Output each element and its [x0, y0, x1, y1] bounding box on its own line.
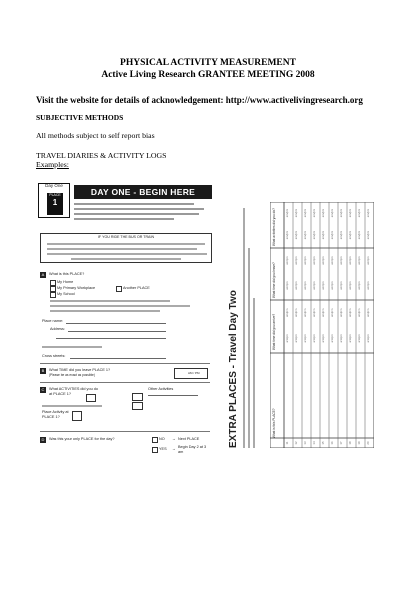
- question-b-note: (Please be as exact as possible): [49, 373, 95, 377]
- example-day-one-form: [36, 181, 214, 459]
- grid-cell-ampm[interactable]: am/pm: [303, 333, 307, 343]
- grid-cell-ampm[interactable]: am/pm: [294, 256, 298, 265]
- section-divider: [40, 363, 210, 364]
- grid-cell-ampm[interactable]: am/pm: [285, 256, 289, 265]
- grid-cell-ampm[interactable]: am/pm: [294, 281, 298, 290]
- section-divider: [40, 431, 210, 432]
- address-field-2[interactable]: [56, 338, 166, 339]
- grid-row-number: 18: [348, 441, 352, 445]
- grid-cell-ampm[interactable]: am/pm: [330, 281, 334, 290]
- grid-cell-ampm[interactable]: am/pm: [294, 208, 298, 218]
- bias-note: All methods subject to self report bias: [36, 131, 155, 140]
- grid-cell-ampm[interactable]: am/pm: [357, 230, 361, 240]
- place-name-field[interactable]: [66, 323, 166, 324]
- grid-cell-ampm[interactable]: am/pm: [312, 333, 316, 343]
- grid-cell-ampm[interactable]: am/pm: [366, 308, 370, 318]
- grid-column-header: What time did you leave?: [272, 262, 276, 298]
- activity-code-box[interactable]: [86, 394, 96, 402]
- grid-cell-ampm[interactable]: am/pm: [366, 230, 370, 240]
- arrow-icon: →: [172, 437, 176, 441]
- instruction-line: [42, 346, 102, 348]
- answer-no-label: NO: [159, 437, 165, 441]
- grid-cell-ampm[interactable]: am/pm: [366, 208, 370, 218]
- question-c-marker: C: [41, 387, 45, 392]
- bus-train-note-box: [40, 233, 212, 263]
- answer-yes-action: Begin Day 2 at 3 am: [178, 445, 207, 454]
- option-checkbox[interactable]: [116, 286, 122, 292]
- place-name-label: Place name:: [42, 319, 64, 323]
- rotated-page: [226, 200, 376, 450]
- grid-row-number: 13: [303, 441, 307, 445]
- note-line: [47, 243, 205, 245]
- day-two-title: EXTRA PLACES - Travel Day Two: [228, 290, 239, 448]
- instruction-line: [74, 203, 194, 205]
- place-badge-number: 1: [52, 198, 58, 207]
- address-field[interactable]: [68, 331, 166, 332]
- option-label: My Primary Workplace: [57, 286, 96, 290]
- bus-train-title: IF YOU RIDE THE BUS OR TRAIN: [97, 235, 155, 239]
- note-line: [71, 258, 181, 260]
- travel-diaries-title: TRAVEL DIARIES & ACTIVITY LOGS: [36, 151, 167, 160]
- instruction-line: [248, 248, 250, 448]
- visit-website-line: Visit the website for details of acknowledgement: http://www.activelivingresearch.org: [36, 95, 363, 105]
- grid-cell-ampm[interactable]: am/pm: [339, 308, 343, 318]
- grid-column-header: What activities did you do?: [272, 208, 276, 246]
- option-label: My Home: [57, 280, 74, 284]
- option-label: My School: [57, 292, 75, 296]
- section-title: SUBJECTIVE METHODS: [36, 113, 124, 122]
- question-a-marker: A: [41, 272, 45, 277]
- instruction-line: [243, 208, 245, 448]
- grid-cell-ampm[interactable]: am/pm: [348, 230, 352, 240]
- grid-cell-ampm[interactable]: am/pm: [339, 230, 343, 240]
- grid-cell-ampm[interactable]: am/pm: [321, 208, 325, 218]
- grid-cell-ampm[interactable]: am/pm: [357, 281, 361, 290]
- grid-row-number: 11: [285, 441, 289, 445]
- grid-cell-ampm[interactable]: am/pm: [321, 281, 325, 290]
- grid-cell-ampm[interactable]: am/pm: [303, 308, 307, 318]
- grid-cell-ampm[interactable]: am/pm: [366, 281, 370, 290]
- grid-cell-ampm[interactable]: am/pm: [348, 281, 352, 290]
- grid-cell-ampm[interactable]: am/pm: [321, 333, 325, 343]
- grid-row-number: 14: [312, 441, 316, 445]
- grid-cell-ampm[interactable]: am/pm: [303, 256, 307, 265]
- instruction-line: [74, 208, 204, 210]
- arrow-icon: →: [172, 447, 176, 451]
- grid-row-number: 19: [357, 441, 361, 445]
- grid-cell-ampm[interactable]: am/pm: [366, 256, 370, 265]
- question-d-text: Was this your only PLACE for the day?: [49, 437, 115, 441]
- grid-cell-ampm[interactable]: am/pm: [348, 256, 352, 265]
- day-one-banner: DAY ONE - BEGIN HERE: [74, 185, 212, 199]
- example-day-two-form: [226, 200, 376, 450]
- grid-column-header: What is this PLACE?: [272, 408, 276, 438]
- grid-cell-ampm[interactable]: am/pm: [339, 281, 343, 290]
- question-c-list-label: Place Activity at PLACE 1?: [42, 410, 69, 419]
- grid-row-number: 17: [339, 441, 343, 445]
- grid-cell-ampm[interactable]: am/pm: [321, 308, 325, 318]
- grid-row-number: 15: [321, 441, 325, 445]
- grid-cell-ampm[interactable]: am/pm: [285, 230, 289, 240]
- header-title: PHYSICAL ACTIVITY MEASUREMENT: [120, 58, 296, 68]
- header-subtitle: Active Living Research GRANTEE MEETING 2008: [101, 70, 315, 80]
- note-line: [47, 248, 197, 250]
- day-one-marker: [38, 183, 70, 218]
- grid-cell-ampm[interactable]: am/pm: [330, 308, 334, 318]
- day-label: Day One: [45, 183, 63, 188]
- option-label: Another PLACE: [123, 286, 150, 290]
- grid-cell-ampm[interactable]: am/pm: [303, 281, 307, 290]
- grid-cell-ampm[interactable]: am/pm: [330, 230, 334, 240]
- grid-row-number: 12: [294, 441, 298, 445]
- grid-cell-ampm[interactable]: am/pm: [321, 230, 325, 240]
- answer-no-checkbox[interactable]: [152, 437, 158, 443]
- grid-cell-ampm[interactable]: am/pm: [303, 230, 307, 240]
- activity-code-box[interactable]: [72, 411, 82, 421]
- question-a-text: What is this PLACE?: [49, 272, 85, 276]
- answer-no-action: Next PLACE: [178, 437, 200, 441]
- section-divider: [40, 382, 210, 383]
- address-label: Address:: [50, 327, 65, 331]
- grid-cell-ampm[interactable]: am/pm: [330, 208, 334, 218]
- option-checkbox[interactable]: [50, 292, 56, 298]
- question-c-text: What ACTIVITIES did you do at PLACE 1?: [49, 387, 98, 396]
- grid-cell-ampm[interactable]: am/pm: [330, 333, 334, 343]
- grid-cell-ampm[interactable]: am/pm: [285, 208, 289, 218]
- instruction-line: [253, 298, 255, 448]
- grid-cell-ampm[interactable]: am/pm: [312, 281, 316, 290]
- grid-cell-ampm[interactable]: am/pm: [339, 256, 343, 265]
- note-line: [47, 253, 207, 255]
- grid-row-number: 20: [366, 441, 370, 445]
- grid-cell-ampm[interactable]: am/pm: [285, 308, 289, 318]
- answer-yes-checkbox[interactable]: [152, 447, 158, 453]
- grid-cell-ampm[interactable]: am/pm: [366, 333, 370, 343]
- instruction-line: [74, 213, 199, 215]
- grid-cell-ampm[interactable]: am/pm: [330, 256, 334, 265]
- activity-code-box[interactable]: [132, 393, 143, 401]
- grid-cell-ampm[interactable]: am/pm: [339, 333, 343, 343]
- grid-cell-ampm[interactable]: am/pm: [285, 281, 289, 290]
- grid-cell-ampm[interactable]: am/pm: [348, 208, 352, 218]
- grid-cell-ampm[interactable]: am/pm: [357, 208, 361, 218]
- grid-cell-ampm[interactable]: am/pm: [348, 333, 352, 343]
- grid-cell-ampm[interactable]: am/pm: [294, 308, 298, 318]
- place-badge: [47, 193, 63, 215]
- cross-streets-field[interactable]: [70, 358, 166, 359]
- grid-cell-ampm[interactable]: am/pm: [294, 333, 298, 343]
- instruction-line: [50, 310, 160, 312]
- instruction-line: [50, 305, 190, 307]
- activity-code-box[interactable]: [132, 402, 143, 410]
- cross-streets-label: Cross streets:: [42, 354, 66, 358]
- place-badge-label: PLACE: [49, 193, 61, 197]
- other-activities-field[interactable]: [148, 395, 198, 396]
- grid-cell-ampm[interactable]: am/pm: [357, 308, 361, 318]
- grid-cell-ampm[interactable]: am/pm: [357, 333, 361, 343]
- examples-label: Examples:: [36, 160, 69, 169]
- grid-cell-ampm[interactable]: am/pm: [357, 256, 361, 265]
- question-b-text: What TIME did you leave PLACE 1?: [49, 368, 111, 372]
- grid-cell-ampm[interactable]: am/pm: [303, 208, 307, 218]
- grid-cell-ampm[interactable]: am/pm: [321, 256, 325, 265]
- question-b-marker: B: [41, 368, 45, 373]
- grid-cell-ampm[interactable]: am/pm: [339, 208, 343, 218]
- grid-cell-ampm[interactable]: am/pm: [285, 333, 289, 343]
- grid-cell-ampm[interactable]: am/pm: [312, 230, 316, 240]
- grid-cell-ampm[interactable]: am/pm: [312, 308, 316, 318]
- grid-cell-ampm[interactable]: am/pm: [348, 308, 352, 318]
- grid-column-header: What time did you arrive?: [272, 313, 276, 350]
- instruction-line: [42, 405, 102, 407]
- question-d-marker: D: [41, 437, 45, 442]
- grid-cell-ampm[interactable]: am/pm: [312, 256, 316, 265]
- time-ampm: AM / PM: [188, 371, 200, 375]
- question-c-other: Other Activities: [148, 387, 174, 391]
- answer-yes-label: YES: [159, 447, 167, 451]
- grid-row-number: 16: [330, 441, 334, 445]
- grid-cell-ampm[interactable]: am/pm: [312, 208, 316, 218]
- grid-cell-ampm[interactable]: am/pm: [294, 230, 298, 240]
- instruction-line: [50, 300, 170, 302]
- instruction-line: [74, 218, 174, 220]
